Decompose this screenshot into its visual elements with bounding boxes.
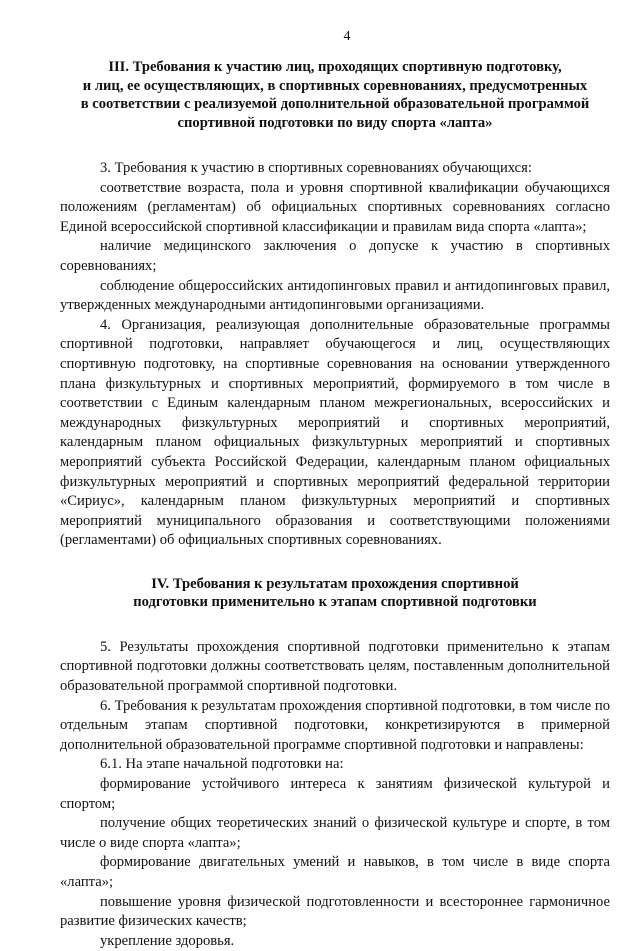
paragraph-6-1-item-interest: формирование устойчивого интереса к занятиям физической культурой и спортом; xyxy=(60,776,610,812)
section-3-heading xyxy=(60,58,610,132)
page-number: 4 xyxy=(343,29,351,44)
paragraph-6-1-item-health: укрепление здоровья. xyxy=(100,932,235,949)
section-3-heading-line: и лиц, ее осуществляющих, в спортивных соревнованиях, предусмотренных xyxy=(82,77,588,94)
paragraph-5: 5. Результаты прохождения спортивной подготовки применительно к этапам спортивной подготовки должны соответствовать целям, поставленным дополнительной образовательной программой спортивной подготовки. xyxy=(60,638,610,695)
paragraph-6-1-item-knowledge: получение общих теоретических знаний о физической культуре и спорте, в том числе о виде спорта «лапта»; xyxy=(60,815,610,851)
section-3-body xyxy=(60,159,610,551)
paragraph-6-1: 6.1. На этапе начальной подготовки на: xyxy=(100,756,344,773)
section-4-heading xyxy=(60,575,610,612)
paragraph-6-1-item-fitness: повышение уровня физической подготовленности и всестороннее гармоничное развитие физических качеств; xyxy=(60,893,610,930)
section-4-heading-line: IV. Требования к результатам прохождения спортивной xyxy=(151,575,519,592)
section-3-heading-line: в соответствии с реализуемой дополнительной образовательной программой xyxy=(80,96,590,112)
section-3-heading-line: спортивной подготовки по виду спорта «лапта» xyxy=(177,114,493,131)
paragraph-3: 3. Требования к участию в спортивных соревнованиях обучающихся: xyxy=(100,160,532,176)
paragraph-3-item-medical: наличие медицинского заключения о допуске к участию в спортивных соревнованиях; xyxy=(60,238,610,274)
section-4-body xyxy=(60,638,610,951)
paragraph-3-item-age: соответствие возраста, пола и уровня спортивной квалификации обучающихся положениям (регламентам) об официальных спортивных соревнованиях согласно Единой всероссийской спортивной классификации и правилам вида спорта «лапта»; xyxy=(60,179,610,235)
paragraph-6-1-item-skills: формирование двигательных умений и навыков, в том числе в виде спорта «лапта»; xyxy=(60,854,610,890)
section-4-heading-line: подготовки применительно к этапам спортивной подготовки xyxy=(133,594,537,611)
paragraph-3-item-antidoping: соблюдение общероссийских антидопинговых правил и антидопинговых правил, утвержденных международными антидопинговыми организациями. xyxy=(60,277,610,314)
paragraph-6: 6. Требования к результатам прохождения спортивной подготовки, в том числе по отдельным этапам спортивной подготовки, конкретизируются в примерной дополнительной образовательной программе спортивной подготовки и направлены: xyxy=(60,697,610,753)
paragraph-4: 4. Организация, реализующая дополнительные образовательные программы спортивной подготовки, направляет обучающегося и лиц, осуществляющих спортивную подготовку, на спортивные соревнования на основании утвержденного плана физкультурных и спортивных мероприятий, формируемого в том числе в соответствии с Единым календарным планом межрегиональных, всероссийских и международных физкультурных мероприятий и спортивных мероприятий, календарным планом официальных физкультурных мероприятий и спортивных мероприятий субъекта Российской Федерации, календарным планом официальных физкультурных мероприятий и спортивных мероприятий федеральной территории «Сириус», календарным планом физкультурных мероприятий и спортивных мероприятий муниципального образования и соответствующими положениями (регламентами) об официальных спортивных соревнованиях. xyxy=(60,316,610,549)
section-3-heading-line: III. Требования к участию лиц, проходящих спортивную подготовку, xyxy=(108,59,562,75)
document-page xyxy=(60,28,610,951)
